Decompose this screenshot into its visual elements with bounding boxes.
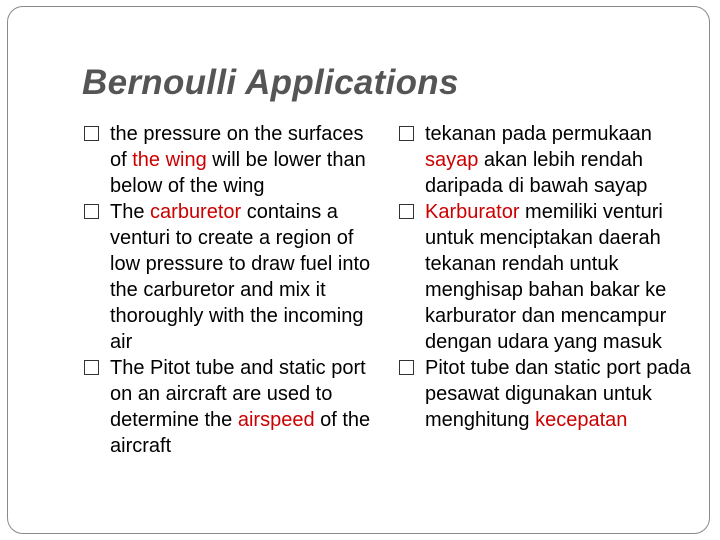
slide-title: Bernoulli Applications: [82, 63, 459, 102]
square-bullet-icon: [84, 126, 99, 141]
bullet-item: [399, 355, 699, 433]
bullet-item: [84, 355, 376, 459]
bullet-text: memiliki venturi untuk menciptakan daerah tekanan rendah untuk menghisap bahan bakar ke karburator dan mencampur dengan udara yang masuk: [425, 201, 667, 353]
bullet-item: [84, 199, 376, 355]
left-column: [84, 121, 376, 459]
highlighted-term: the wing: [132, 149, 207, 171]
highlighted-term: airspeed: [237, 409, 315, 431]
bullet-text: The: [110, 201, 151, 223]
bullet-text: the pressure on the surfaces of: [110, 123, 364, 171]
highlighted-term: sayap: [425, 149, 479, 171]
square-bullet-icon: [399, 126, 414, 141]
bullet-text: tekanan pada permukaan: [425, 123, 652, 145]
square-bullet-icon: [399, 204, 414, 219]
square-bullet-icon: [84, 204, 99, 219]
highlighted-term: kecepatan: [535, 409, 628, 431]
highlighted-term: Karburator: [425, 201, 520, 223]
highlighted-term: carburetor: [150, 201, 242, 223]
slide-frame: [7, 6, 710, 534]
bullet-text: contains a venturi to create a region of low pressure to draw fuel into the carburetor and mix it thoroughly with the incoming air: [110, 201, 371, 353]
bullet-text: akan lebih rendah daripada di bawah sayap: [425, 149, 648, 197]
bullet-text: of the aircraft: [110, 409, 371, 457]
bullet-text: will be lower than below of the wing: [110, 149, 366, 197]
bullet-text: Pitot tube dan static port pada pesawat digunakan untuk menghitung: [425, 357, 691, 431]
bullet-item: [84, 121, 376, 199]
bullet-item: [399, 199, 699, 355]
bullet-text: The Pitot tube and static port on an aircraft are used to determine the: [110, 357, 366, 431]
bullet-item: [399, 121, 699, 199]
square-bullet-icon: [84, 360, 99, 375]
right-column: [399, 121, 699, 433]
square-bullet-icon: [399, 360, 414, 375]
